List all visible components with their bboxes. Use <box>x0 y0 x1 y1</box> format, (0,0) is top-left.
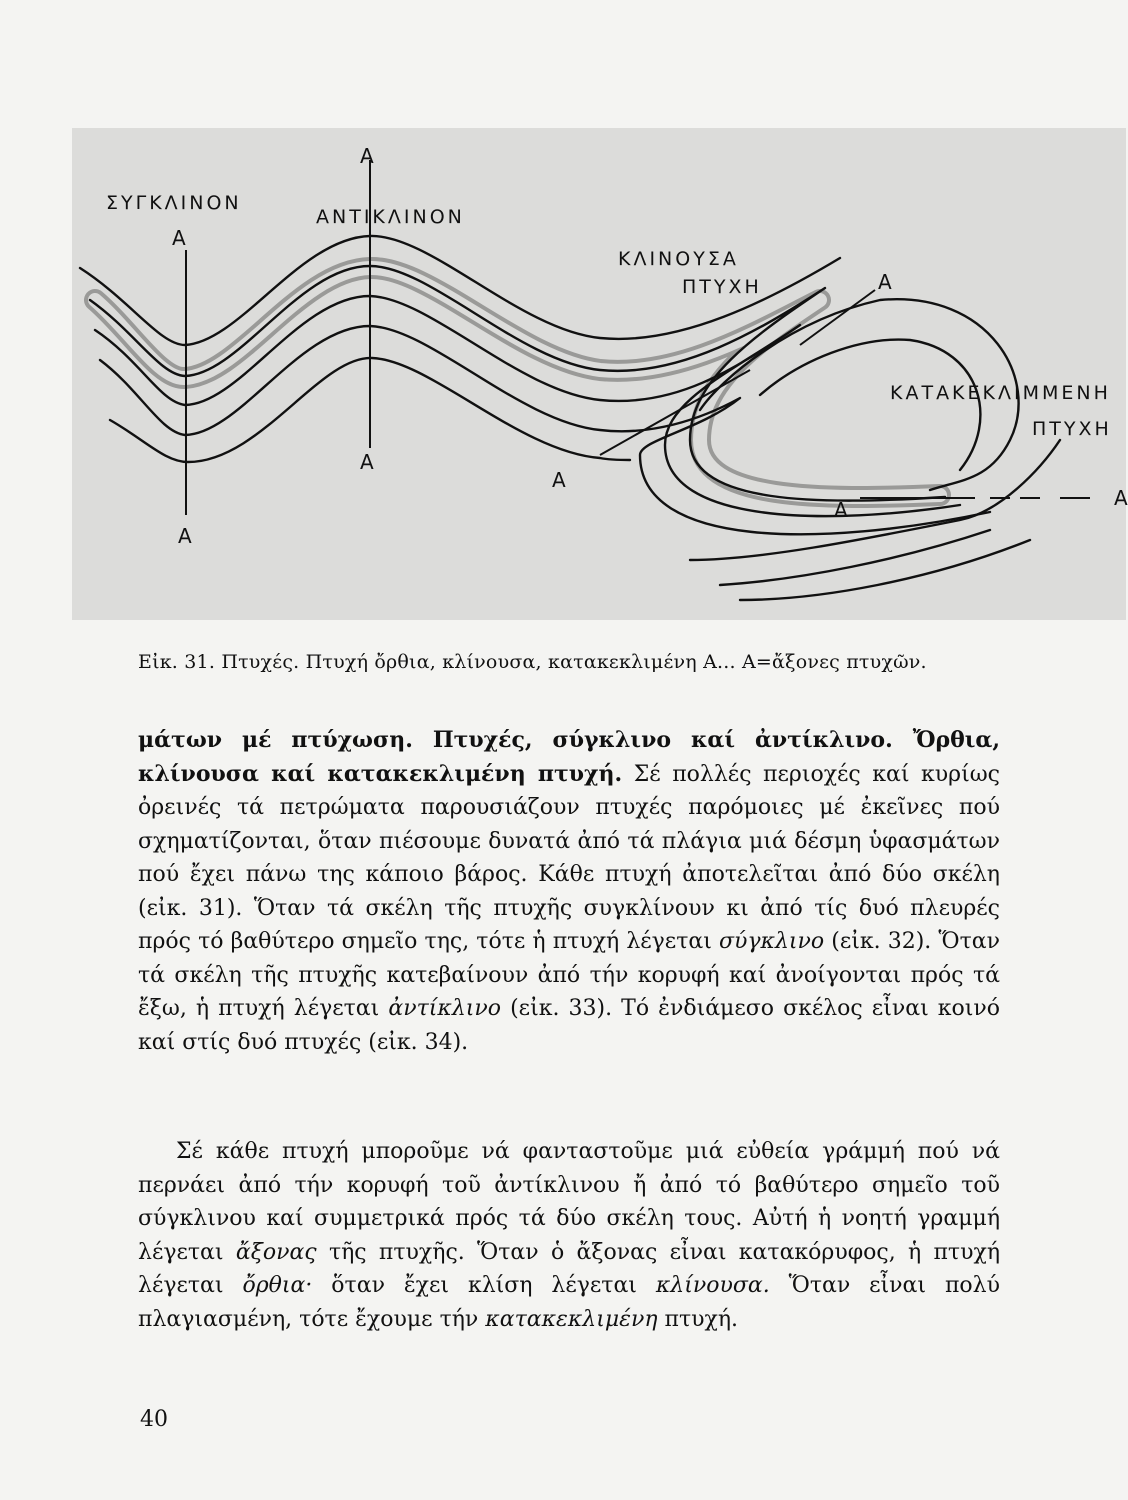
term-upright: ὄρθια· <box>242 1273 313 1298</box>
axis-letter: Α <box>1114 486 1128 510</box>
anticline-label: ΑΝΤΙΚΛΙΝΟΝ <box>316 206 465 228</box>
paragraph-1-text: (εἰκ. 32). Ὅταν τά σκέλη τῆς πτυχῆς κατεβαίνουν ἀπό τήν κορυφή καί ἀνοίγονται πρός τά ἔξω, ἡ πτυχή λέγεται <box>138 929 1001 1021</box>
term-syncline: σύγκλινο <box>718 929 825 954</box>
axis-letter: Α <box>360 450 374 474</box>
paragraph-1 <box>138 724 1000 1059</box>
axis-letter: Α <box>178 524 192 548</box>
paragraph-2-text: τῆς πτυχῆς. Ὅταν ὁ ἄξονας εἶναι κατακόρυφος, ἡ πτυχή λέγεται <box>138 1239 1000 1298</box>
term-anticline: ἀντίκλινο <box>388 996 502 1021</box>
paragraph-2-text: ὅταν ἔχει κλίση λέγεται <box>312 1273 656 1298</box>
syncline-label: ΣΥΓΚΛΙΝΟΝ <box>106 192 242 214</box>
term-axis: ἄξονας <box>235 1239 317 1265</box>
paragraph-2-text: Ὅταν εἶναι πολύ πλαγιασμένη, τότε ἔχουμε τήν <box>138 1273 1000 1332</box>
inclined-fold-label-1: ΚΛΙΝΟΥΣΑ <box>618 248 739 270</box>
axis-letter: Α <box>552 468 566 492</box>
axis-letter: Α <box>834 498 848 522</box>
axis-letter: Α <box>878 270 892 294</box>
paragraph-2 <box>138 1135 1000 1336</box>
recumbent-fold-label-2: ΠΤΥΧΗ <box>1032 418 1112 440</box>
term-recumbent: κατακεκλιμένη <box>485 1306 658 1332</box>
paragraph-1-heading: μάτων μέ πτύχωση. Πτυχές, σύγκλινο καί ἀντίκλινο. Ὄρθια, κλίνουσα καί κατακεκλιμένη πτυχή. <box>138 727 1000 787</box>
paragraph-1-text: (εἰκ. 33). Τό ἐνδιάμεσο σκέλος εἶναι κοινό καί στίς δυό πτυχές (εἰκ. 34). <box>138 996 1000 1055</box>
fold-diagram <box>72 128 1126 620</box>
term-inclined: κλίνουσα. <box>655 1273 770 1298</box>
axis-letter: Α <box>172 226 186 250</box>
paragraph-2-text: πτυχή. <box>657 1306 739 1332</box>
recumbent-fold-label-1: ΚΑΤΑΚΕΚΛΙΜΜΕΝΗ <box>890 382 1111 404</box>
paragraph-2-text: Σέ κάθε πτυχή μποροῦμε νά φανταστοῦμε μιά εὐθεία γράμμή πού νά περνάει ἀπό τήν κορυφή τοῦ ἀντίκλινου ἤ ἀπό τό βαθύτερο σημεῖο τοῦ σύγκλινου καί συμμετρικά πρός τά δύο σκέλη τους. Αὐτή ἡ νοητή γραμμή λέγεται <box>138 1139 1000 1265</box>
figure-caption: Εἰκ. 31. Πτυχές. Πτυχή ὄρθια, κλίνουσα, κατακεκλιμένη Α... Α=ἄξονες πτυχῶν. <box>138 651 927 673</box>
paragraph-1-text: Σέ πολλές περιοχές καί κυρίως ὀρεινές τά πετρώματα παρουσιάζουν πτυχές παρόμοιες μέ ἐκεῖνες πού σχηματίζονται, ὅταν πιέσουμε δυνατά ἀπό τά πλάγια μιά δέσμη ὑφασμάτων πού ἔχει πάνω της κάποιο βάρος. Κάθε πτυχή ἀποτελεῖται ἀπό δύο σκέλη (εἰκ. 31). Ὅταν τά σκέλη τῆς πτυχῆς συγκλίνουν κι ἀπό τίς δυό πλευρές πρός τό βαθύτερο σημεῖο της, τότε ἡ πτυχή λέγεται <box>138 761 1000 954</box>
page-number: 40 <box>140 1407 168 1432</box>
axis-letter: Α <box>360 144 374 168</box>
inclined-fold-label-2: ΠΤΥΧΗ <box>682 276 762 298</box>
